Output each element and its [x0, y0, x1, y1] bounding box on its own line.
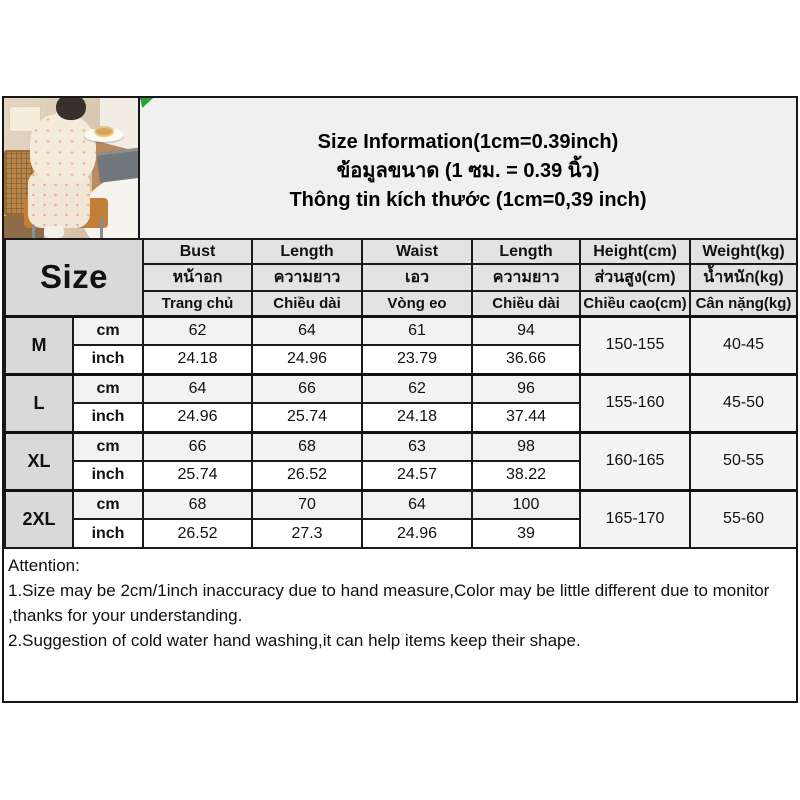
col-header-length2-en: Length — [472, 239, 580, 264]
size-row-2XL-cm — [5, 490, 797, 519]
height-range-M: 150-155 — [580, 316, 690, 374]
measurement-value: 66 — [252, 374, 362, 403]
col-header-length2-th: ความยาว — [472, 264, 580, 291]
measurement-value: 24.96 — [362, 519, 472, 548]
height-range-XL: 160-165 — [580, 432, 690, 490]
col-header-height-vi: Chiều cao(cm) — [580, 291, 690, 316]
measurement-value: 23.79 — [362, 345, 472, 374]
measurement-value: 64 — [143, 374, 252, 403]
attention-section — [4, 549, 796, 653]
content-frame — [2, 96, 798, 703]
measurement-value: 24.18 — [362, 403, 472, 432]
unit-cell-inch: inch — [73, 345, 143, 374]
measurement-value: 64 — [252, 316, 362, 345]
measurement-value: 68 — [143, 490, 252, 519]
photo-model-hair — [56, 98, 86, 120]
title-thai: ข้อมูลขนาด (1 ซม. = 0.39 นิ้ว) — [336, 159, 600, 182]
title-block — [140, 98, 796, 238]
unit-cell-inch: inch — [73, 403, 143, 432]
measurement-value: 27.3 — [252, 519, 362, 548]
measurement-value: 24.57 — [362, 461, 472, 490]
measurement-value: 70 — [252, 490, 362, 519]
attention-note-1: 1.Size may be 2cm/1inch inaccuracy due to hand measure,Color may be little different due to monitor ,thanks for your understanding. — [8, 581, 770, 625]
measurement-value: 26.52 — [252, 461, 362, 490]
col-header-height-th: ส่วนสูง(cm) — [580, 264, 690, 291]
weight-range-XL: 50-55 — [690, 432, 797, 490]
col-header-weight-vi: Cân nặng(kg) — [690, 291, 797, 316]
size-label-L: L — [5, 374, 73, 432]
unit-cell-cm: cm — [73, 374, 143, 403]
measurement-value: 94 — [472, 316, 580, 345]
weight-range-M: 40-45 — [690, 316, 797, 374]
measurement-value: 25.74 — [252, 403, 362, 432]
measurement-value: 63 — [362, 432, 472, 461]
photo-chair-leg — [100, 218, 103, 238]
title-english: Size Information(1cm=0.39inch) — [317, 130, 619, 153]
unit-cell-cm: cm — [73, 316, 143, 345]
attention-heading: Attention: — [8, 556, 80, 575]
weight-range-2XL: 55-60 — [690, 490, 797, 548]
col-header-waist-vi: Vòng eo — [362, 291, 472, 316]
measurement-value: 96 — [472, 374, 580, 403]
size-label-M: M — [5, 316, 73, 374]
attention-note-2: 2.Suggestion of cold water hand washing,it can help items keep their shape. — [8, 631, 581, 650]
measurement-value: 38.22 — [472, 461, 580, 490]
photo-model-sock — [44, 226, 64, 238]
measurement-value: 24.96 — [143, 403, 252, 432]
col-header-length-vi: Chiều dài — [252, 291, 362, 316]
top-section — [4, 98, 796, 238]
size-row-L-cm — [5, 374, 797, 403]
unit-cell-cm: cm — [73, 490, 143, 519]
unit-cell-inch: inch — [73, 461, 143, 490]
col-header-bust-vi: Trang chủ — [143, 291, 252, 316]
col-header-length-en: Length — [252, 239, 362, 264]
measurement-value: 62 — [362, 374, 472, 403]
col-header-waist-en: Waist — [362, 239, 472, 264]
measurement-value: 66 — [143, 432, 252, 461]
size-table — [4, 238, 798, 549]
photo-pastry — [94, 126, 114, 137]
unit-cell-inch: inch — [73, 519, 143, 548]
title-vietnamese: Thông tin kích thước (1cm=0,39 inch) — [289, 188, 647, 211]
col-header-bust-th: หน้าอก — [143, 264, 252, 291]
size-table-body — [5, 316, 797, 548]
laptop-icon — [96, 147, 140, 182]
measurement-value: 98 — [472, 432, 580, 461]
col-header-waist-th: เอว — [362, 264, 472, 291]
unit-cell-cm: cm — [73, 432, 143, 461]
size-header-cell: Size — [5, 239, 143, 316]
product-photo — [4, 98, 140, 238]
col-header-weight-en: Weight(kg) — [690, 239, 797, 264]
size-label-XL: XL — [5, 432, 73, 490]
size-row-M-cm — [5, 316, 797, 345]
measurement-value: 26.52 — [143, 519, 252, 548]
measurement-value: 68 — [252, 432, 362, 461]
height-range-2XL: 165-170 — [580, 490, 690, 548]
measurement-value: 61 — [362, 316, 472, 345]
height-range-L: 155-160 — [580, 374, 690, 432]
size-label-2XL: 2XL — [5, 490, 73, 548]
col-header-length2-vi: Chiều dài — [472, 291, 580, 316]
measurement-value: 36.66 — [472, 345, 580, 374]
measurement-value: 64 — [362, 490, 472, 519]
col-header-length-th: ความยาว — [252, 264, 362, 291]
col-header-height-en: Height(cm) — [580, 239, 690, 264]
size-table-header — [5, 239, 797, 316]
weight-range-L: 45-50 — [690, 374, 797, 432]
col-header-weight-th: น้ำหนัก(kg) — [690, 264, 797, 291]
measurement-value: 25.74 — [143, 461, 252, 490]
measurement-value: 24.18 — [143, 345, 252, 374]
measurement-value: 39 — [472, 519, 580, 548]
col-header-bust-en: Bust — [143, 239, 252, 264]
measurement-value: 100 — [472, 490, 580, 519]
size-row-XL-cm — [5, 432, 797, 461]
measurement-value: 62 — [143, 316, 252, 345]
measurement-value: 24.96 — [252, 345, 362, 374]
measurement-value: 37.44 — [472, 403, 580, 432]
